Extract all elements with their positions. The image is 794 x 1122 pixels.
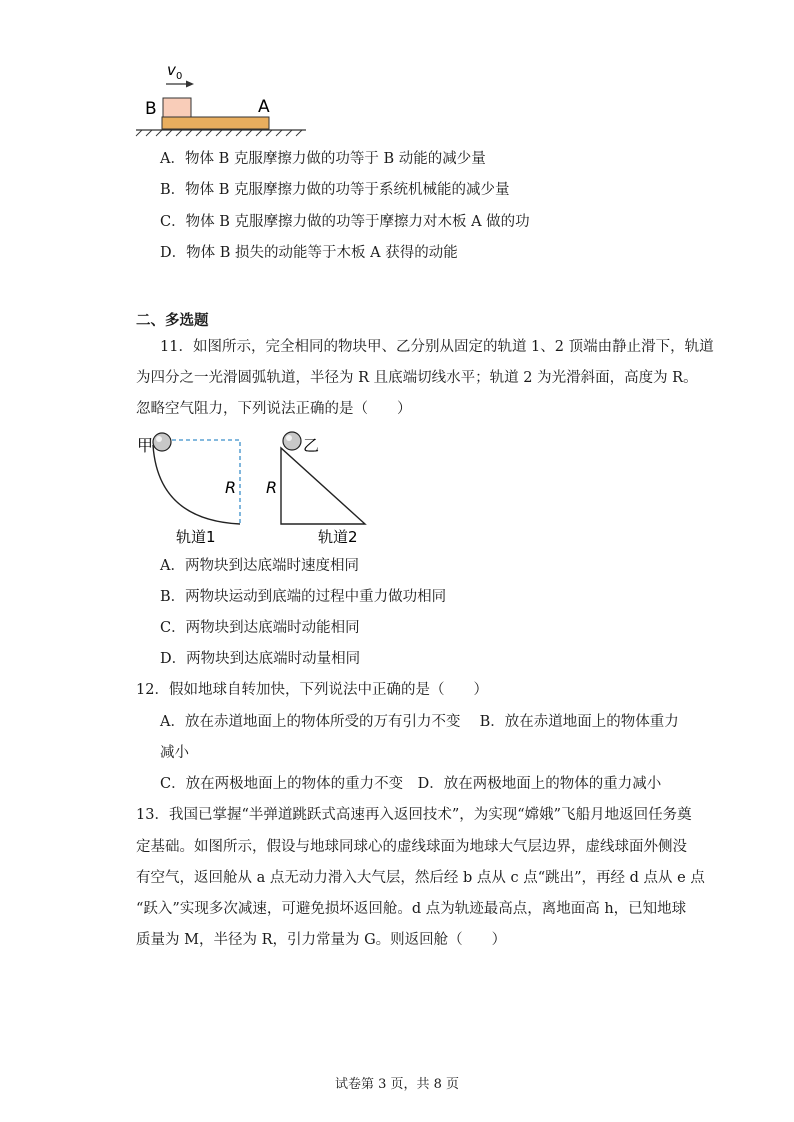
q13-stem-line-5: 质量为 M，半径为 R，引力常量为 G。则返回舱（ ）	[136, 932, 507, 948]
q11-option-b: B．两物块运动到底端的过程中重力做功相同	[160, 589, 447, 605]
label-r2: R	[266, 478, 278, 497]
q11-option-c: C．两物块到达底端时动能相同	[160, 620, 360, 636]
q11-stem-line-1: 11．如图所示，完全相同的物块甲、乙分别从固定的轨道 1、2 顶端由静止滑下，轨道	[160, 339, 714, 355]
ball-jia	[153, 433, 171, 451]
ball-jia-highlight	[156, 436, 162, 442]
q12-options-line-2: 减小	[160, 745, 189, 761]
q10-option-c: C．物体 B 克服摩擦力做的功等于摩擦力对木板 A 做的功	[160, 214, 530, 230]
q12-options-line-3: C．放在两极地面上的物体的重力不变 D．放在两极地面上的物体的重力减小	[160, 776, 662, 792]
section-title: 二、多选题	[136, 312, 209, 329]
velocity-subscript: 0	[176, 71, 183, 82]
ball-yi	[283, 432, 301, 450]
q11-stem-line-2: 为四分之一光滑圆弧轨道，半径为 R 且底端切线水平；轨道 2 为光滑斜面，高度为 R。	[136, 370, 698, 386]
label-b: B	[145, 99, 157, 119]
track2-label: 轨道2	[318, 528, 358, 546]
page-footer: 试卷第 3 页，共 8 页	[334, 1077, 460, 1092]
q12-options-line-1: A．放在赤道地面上的物体所受的万有引力不变 B．放在赤道地面上的物体重力	[160, 714, 679, 730]
q11-option-d: D．两物块到达底端时动量相同	[160, 651, 361, 667]
track2-incline	[281, 448, 365, 524]
q13-stem-line-1: 13．我国已掌握“半弹道跳跃式高速再入返回技术”，为实现“嫦娥”飞船月地返回任务奠	[136, 807, 692, 823]
q12-stem: 12．假如地球自转加快，下列说法中正确的是（ ）	[136, 682, 488, 698]
q13-stem-line-4: “跃入”实现多次减速，可避免损坏返回舱。d 点为轨迹最高点，离地面高 h，已知地球	[136, 901, 687, 917]
q11-stem-line-3: 忽略空气阻力，下列说法正确的是（ ）	[136, 401, 412, 417]
label-a: A	[258, 97, 270, 117]
velocity-symbol: v	[167, 61, 176, 79]
q11-option-a: A．两物块到达底端时速度相同	[160, 558, 359, 574]
q10-option-a: A．物体 B 克服摩擦力做的功等于 B 动能的减少量	[160, 151, 486, 167]
label-yi: 乙	[303, 436, 320, 455]
track1-label: 轨道1	[176, 528, 216, 546]
q13-stem-line-2: 定基础。如图所示，假设与地球同球心的虚线球面为地球大气层边界，虚线球面外侧没	[136, 839, 687, 855]
tracks-figure	[0, 0, 794, 560]
ball-yi-highlight	[286, 435, 292, 441]
q10-option-d: D．物体 B 损失的动能等于木板 A 获得的动能	[160, 245, 458, 261]
label-jia: 甲	[137, 436, 154, 455]
q13-stem-line-3: 有空气，返回舱从 a 点无动力滑入大气层，然后经 b 点从 c 点“跳出”，再经 d 点从 e 点	[136, 870, 705, 886]
label-r1: R	[225, 478, 237, 497]
q10-option-b: B．物体 B 克服摩擦力做的功等于系统机械能的减少量	[160, 182, 510, 198]
